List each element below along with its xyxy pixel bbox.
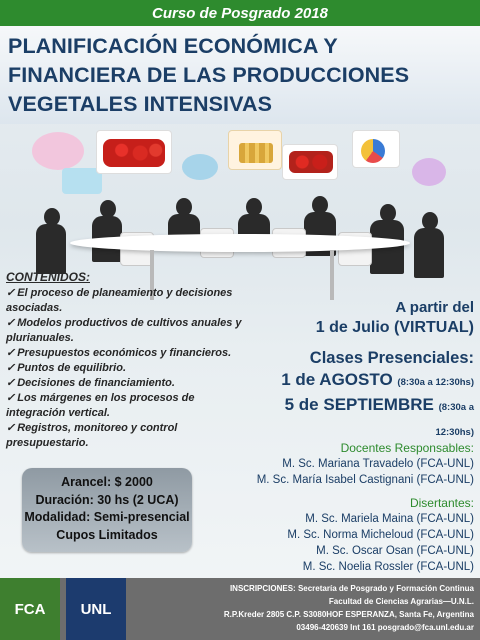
bubble-devices-icon (32, 132, 84, 170)
footer-contact (154, 582, 474, 634)
starting-date: 1 de Julio (VIRTUAL) (315, 319, 474, 336)
check-icon: ✓ (6, 317, 16, 329)
check-icon: ✓ (6, 377, 16, 389)
contents-item: ✓ Decisiones de financiamiento. (6, 377, 175, 389)
check-icon: ✓ (6, 392, 16, 404)
staff-section (214, 440, 474, 575)
arancel-text: Arancel: $ 2000 (61, 475, 153, 489)
info-box (22, 468, 192, 552)
unl-logo: UNL (66, 578, 126, 640)
disertante-name: M. Sc. Norma Micheloud (FCA-UNL) (287, 529, 474, 541)
person-body-icon (36, 224, 66, 274)
presencial-time-1: (8:30a a 12:30hs) (397, 377, 474, 388)
docentes-label: Docentes Responsables: (340, 441, 474, 455)
bubble-chart-icon (352, 130, 400, 168)
course-banner (0, 0, 480, 26)
contents-item: ✓ Los márgenes en los procesos de integración vertical. (6, 392, 195, 419)
table-leg (330, 250, 334, 300)
presencial-time-2: (8:30a a 12:30hs) (435, 402, 474, 438)
footer-line-4: 03496-420639 Int 161 posgrado@fca.unl.edu.ar (296, 623, 474, 632)
bubble-berries-icon (282, 144, 338, 180)
title-line-1: PLANIFICACIÓN ECONÓMICA Y (8, 34, 338, 58)
contents-heading: CONTENIDOS: (6, 270, 90, 284)
contents-item: ✓ Registros, monitoreo y control presupuestario. (6, 422, 178, 449)
check-icon: ✓ (6, 347, 16, 359)
title-line-2: FINANCIERA DE LAS PRODUCCIONES (8, 63, 410, 87)
footer-line-3: R.P.Kreder 2805 C.P. S3080HOF ESPERANZA, Santa Fe, Argentina (223, 610, 474, 619)
presencial-title: Clases Presenciales: (309, 349, 474, 367)
disertantes-label: Disertantes: (409, 496, 474, 510)
contents-item: ✓ Presupuestos económicos y financieros. (6, 347, 232, 359)
check-icon: ✓ (6, 362, 16, 374)
starting-label: A partir del (395, 299, 474, 316)
schedule-section (244, 298, 474, 444)
cupos-text: Cupos Limitados (56, 527, 158, 542)
footer-line-2: Facultad de Ciencias Agrarias—U.N.L. (328, 597, 474, 606)
footer-line-1: INSCRIPCIONES: Secretaría de Posgrado y Formación Continua (229, 584, 474, 593)
duracion-text: Duración: 30 hs (2 UCA) (35, 492, 179, 507)
check-icon: ✓ (6, 422, 16, 434)
footer (0, 578, 480, 640)
contents-item: ✓ El proceso de planeamiento y decisiones asociadas. (6, 287, 233, 314)
title-line-3: VEGETALES INTENSIVAS (8, 92, 273, 116)
modalidad-text: Modalidad: Semi-presencial (24, 510, 190, 524)
contents-item: ✓ Puntos de equilibrio. (6, 362, 126, 374)
fca-logo: FCA (0, 578, 60, 640)
presencial-date-1: 1 de AGOSTO (8:30a a 12:30hs) (281, 370, 474, 389)
presencial-date-2: 5 de SEPTIEMBRE (8:30a a 12:30hs) (284, 395, 474, 438)
bubble-purple-icon (412, 158, 446, 186)
bubble-strawberries-icon (96, 130, 172, 174)
title-block (0, 26, 480, 124)
course-banner-text: Curso de Posgrado 2018 (152, 4, 328, 22)
disertante-name: M. Sc. Oscar Osan (FCA-UNL) (316, 545, 474, 557)
table-icon (70, 234, 410, 252)
check-icon: ✓ (6, 287, 16, 299)
disertante-name: M. Sc. Noelia Rossler (FCA-UNL) (302, 561, 474, 573)
docente-name: M. Sc. María Isabel Castignani (FCA-UNL) (256, 474, 474, 486)
contents-section (6, 268, 256, 451)
disertante-name: M. Sc. Mariela Maina (FCA-UNL) (305, 513, 474, 525)
contents-item: ✓ Modelos productivos de cultivos anuales y plurianuales. (6, 317, 242, 344)
bubble-coins-icon (228, 130, 282, 170)
person-body-icon (414, 228, 444, 278)
docente-name: M. Sc. Mariana Travadelo (FCA-UNL) (282, 458, 474, 470)
bubble-blue-icon (182, 154, 218, 180)
